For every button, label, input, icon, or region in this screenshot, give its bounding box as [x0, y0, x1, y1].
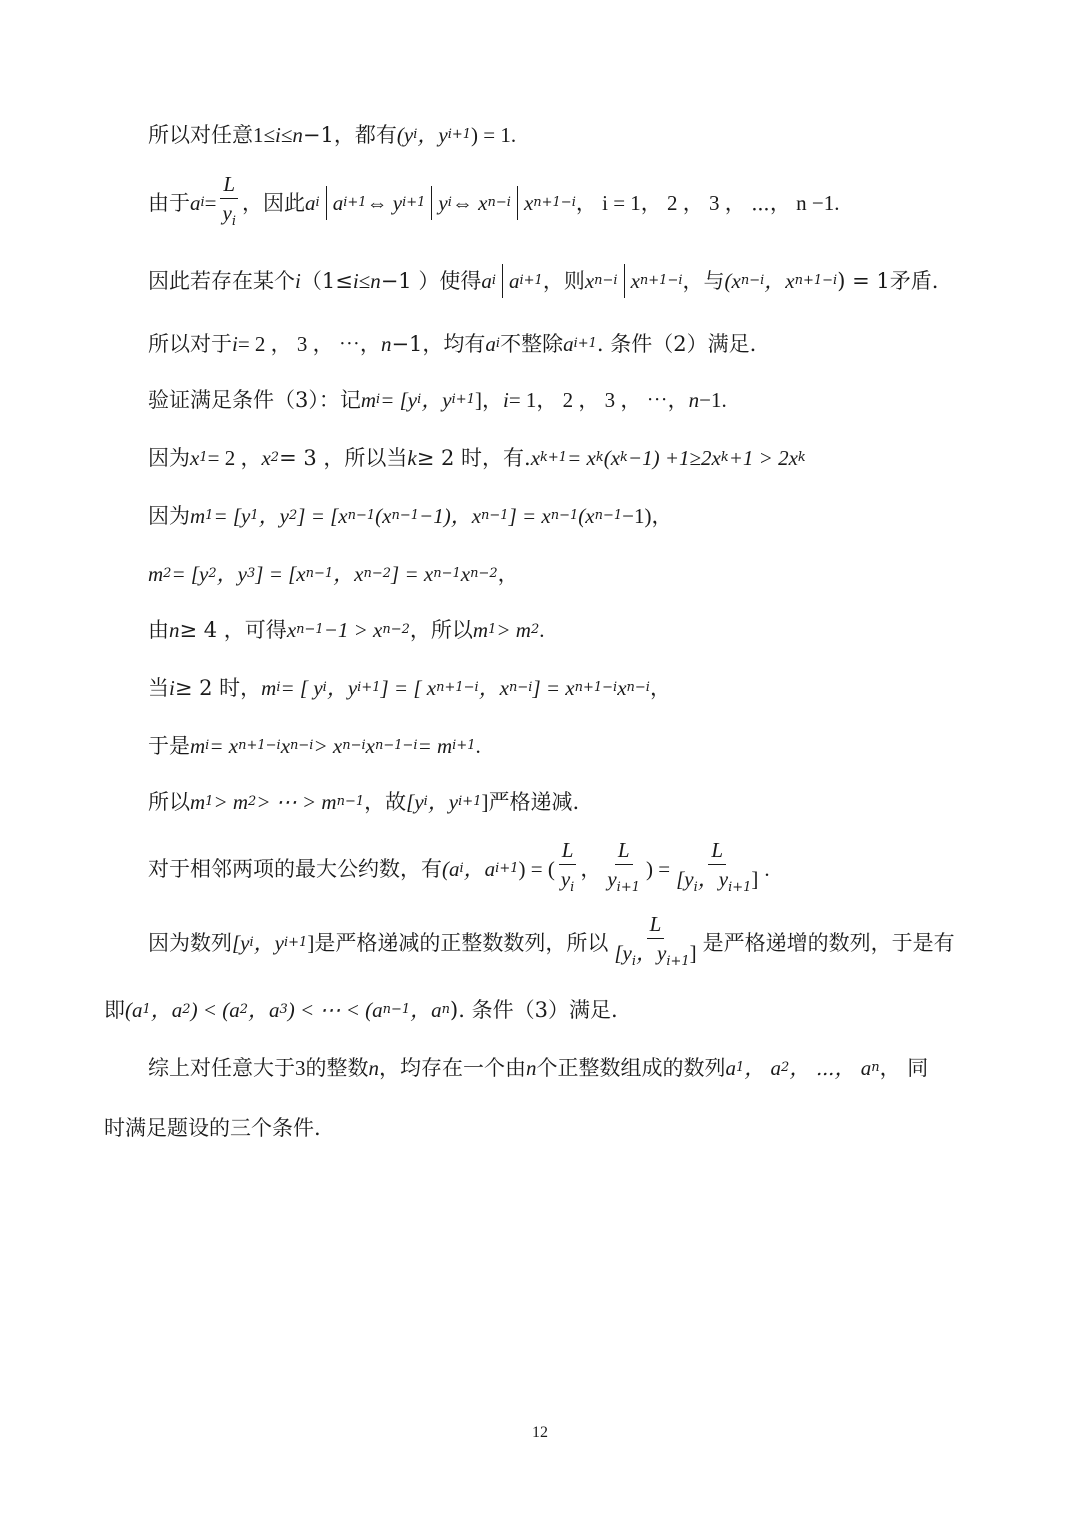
math: ，a: [463, 857, 496, 881]
proof-line-5: [148, 385, 727, 415]
subscript: n−1: [347, 508, 376, 523]
math: x: [460, 562, 471, 586]
math: [y: [406, 790, 424, 814]
subscript: 2: [239, 1002, 249, 1017]
math: ，: [649, 676, 671, 700]
math: ，y: [421, 388, 452, 412]
subscript: i+1: [402, 195, 426, 210]
math: m: [190, 790, 206, 814]
subscript: i+1: [452, 738, 476, 753]
proof-line-16: [148, 1053, 928, 1083]
math: (a: [442, 857, 460, 881]
text: 严格递减.: [488, 790, 580, 814]
math: (x: [375, 504, 392, 528]
divides-bar: [624, 264, 625, 298]
subscript: i+1: [573, 336, 597, 351]
text: 因为: [148, 504, 190, 528]
divides-bar: [502, 264, 503, 298]
subscript: i: [447, 195, 452, 210]
math: > m: [496, 618, 531, 642]
subscript: i+1: [357, 680, 381, 695]
subscript: i: [376, 392, 381, 407]
subscript: n−1: [481, 508, 509, 523]
subscript: i+1: [495, 861, 519, 876]
subscript: n−i: [626, 680, 650, 695]
subscript: 2: [182, 1002, 191, 1017]
math: −1.: [699, 388, 727, 412]
text: 即: [104, 998, 125, 1022]
subscript: 1: [199, 450, 208, 465]
math: n: [688, 388, 700, 412]
math: ] = [ x: [380, 676, 437, 700]
proof-line-10: [148, 673, 671, 703]
math: i: [352, 269, 359, 293]
subscript: n−1: [391, 508, 420, 523]
math: ，: [497, 562, 519, 586]
math: n: [169, 618, 180, 642]
math: i: [169, 676, 175, 700]
math: ⇔ y: [366, 191, 403, 215]
text: 不整除: [500, 332, 564, 356]
proof-line-17: [104, 1113, 321, 1143]
math: ] = x: [391, 562, 434, 586]
subscript: i: [491, 273, 496, 288]
subscript: 1: [736, 1060, 745, 1075]
text: ) = 1矛盾.: [837, 269, 939, 293]
math: ， a: [744, 1056, 782, 1080]
math: +1 > 2x: [728, 446, 798, 470]
text: 由: [148, 618, 169, 642]
text: 对于相邻两项的最大公约数，有: [148, 857, 442, 881]
subscript: i+1: [458, 794, 482, 809]
math: x: [286, 618, 297, 642]
proof-line-2: [148, 172, 840, 234]
math: x: [584, 269, 595, 293]
math: = [ y: [280, 676, 323, 700]
math: a: [305, 191, 316, 215]
text: ≥ 2 时，有.: [416, 446, 531, 470]
proof-line-15: [104, 995, 618, 1025]
math: = m: [417, 734, 453, 758]
numerator: L: [647, 910, 665, 939]
proof-line-3: [148, 264, 938, 298]
math: > m: [213, 790, 249, 814]
math: = 2 ， 3 ， ⋯，: [237, 332, 381, 356]
math: .: [539, 618, 545, 642]
math: n: [380, 332, 392, 356]
subscript: n−1−i: [374, 738, 418, 753]
math: a: [332, 191, 344, 215]
text: ，因此: [242, 191, 306, 215]
math: ] = x: [508, 504, 551, 528]
subscript: n−1: [296, 622, 324, 637]
subscript: i: [205, 738, 210, 753]
proof-line-9: [148, 615, 544, 645]
denominator: [$y_i$，$y_{i+1}$]: [676, 867, 759, 895]
subscript: 2: [270, 450, 280, 465]
text: 因此若存在某个: [148, 269, 295, 293]
page-number: 12: [532, 1424, 548, 1441]
subscript: 1: [488, 622, 497, 637]
math: −1)，: [622, 504, 673, 528]
subscript: n−i: [594, 273, 618, 288]
fraction: [604, 836, 643, 902]
math: x: [617, 676, 627, 700]
math: ，y: [216, 562, 247, 586]
numerator: L: [708, 836, 726, 865]
text: ≥ 4 ，可得: [179, 618, 287, 642]
math: ) = (: [518, 857, 555, 881]
subscript: i: [413, 127, 418, 142]
text: 综上对任意大于: [148, 1056, 295, 1080]
math: a: [485, 332, 496, 356]
subscript: n−1: [433, 566, 461, 581]
text: ，则: [542, 269, 585, 293]
fraction: [558, 836, 578, 902]
math: (a: [125, 998, 143, 1022]
math: ，a: [248, 998, 280, 1022]
subscript: n−1: [336, 794, 365, 809]
subscript: i+1: [447, 127, 472, 142]
subscript: k: [720, 450, 729, 465]
subscript: i+1: [284, 935, 308, 950]
math: ] = x: [532, 676, 575, 700]
math: (x: [724, 269, 741, 293]
math: x: [190, 446, 200, 470]
math: n: [526, 1056, 537, 1080]
text: ，所以: [409, 618, 473, 642]
proof-line-11: [148, 731, 481, 761]
subscript: n−1: [594, 508, 623, 523]
math: n: [368, 1056, 379, 1080]
math: ] = [x: [297, 504, 348, 528]
math: m: [148, 562, 164, 586]
math: a: [190, 191, 201, 215]
math: n: [292, 123, 303, 147]
subscript: k: [620, 450, 628, 465]
math: (x: [578, 504, 595, 528]
fraction: [220, 170, 240, 236]
math: i: [295, 269, 301, 293]
math: 3: [295, 1056, 306, 1080]
denominator: $y_i$: [560, 867, 575, 895]
text: ，均存在一个由: [379, 1056, 526, 1080]
text: −1，均有: [391, 332, 486, 356]
subscript: n: [441, 1002, 451, 1017]
text: 因为数列: [148, 931, 232, 955]
math: ] = [x: [255, 562, 306, 586]
math: 1≤: [253, 123, 276, 147]
subscript: n−i: [509, 680, 533, 695]
math: ，y: [417, 123, 448, 147]
subscript: 2: [208, 566, 217, 581]
proof-line-7: [148, 501, 673, 531]
math: .: [764, 857, 770, 881]
math: ) < ⋯ < (a: [287, 998, 383, 1022]
math: i: [232, 332, 238, 356]
math: ⇔ x: [451, 191, 488, 215]
subscript: 1: [205, 794, 214, 809]
text: ≥ 2 时，: [174, 676, 262, 700]
text: −1 ）使得: [380, 269, 482, 293]
subscript: n+1−i: [238, 738, 281, 753]
proof-line-8: [148, 559, 519, 589]
text: 所以: [148, 790, 190, 814]
subscript: i: [495, 336, 501, 351]
text: ， 同: [879, 1056, 929, 1080]
math: m: [261, 676, 277, 700]
subscript: i+1: [519, 273, 543, 288]
subscript: i: [249, 935, 254, 950]
math: x: [365, 734, 375, 758]
subscript: n−i: [290, 738, 314, 753]
math: ]: [481, 790, 489, 814]
math: a: [563, 332, 574, 356]
text: ). 条件（3）满足.: [450, 998, 618, 1022]
numerator: L: [615, 836, 633, 865]
subscript: n+1−i: [639, 273, 683, 288]
denominator: [$y_i$，$y_{i+1}$]: [614, 941, 697, 969]
subscript: 2: [288, 508, 298, 523]
subscript: 2: [248, 794, 257, 809]
math: = [y: [213, 504, 251, 528]
proof-line-6: [148, 443, 806, 473]
math: a: [481, 269, 492, 293]
text: 是严格递增的数列，于是有: [702, 931, 955, 955]
subscript: i: [417, 392, 422, 407]
math: ，x: [333, 562, 364, 586]
math: ，y: [253, 931, 284, 955]
math: ，x: [478, 676, 510, 700]
subscript: n−2: [382, 622, 410, 637]
subscript: i+1: [343, 195, 367, 210]
math: a: [725, 1056, 736, 1080]
math: [y: [232, 931, 250, 955]
subscript: n+1−i: [794, 273, 838, 288]
math: ，y: [258, 504, 289, 528]
math: m: [190, 734, 206, 758]
math: −1 > x: [323, 618, 383, 642]
math: a: [509, 269, 520, 293]
text: 所以对于: [148, 332, 232, 356]
subscript: 2: [530, 622, 540, 637]
math: ， ⋯， a: [789, 1056, 872, 1080]
fraction: [673, 836, 761, 902]
subscript: n−i: [487, 195, 511, 210]
math: ) = 1.: [471, 123, 517, 147]
subscript: 1: [250, 508, 259, 523]
math: k: [407, 446, 417, 470]
subscript: i+1: [451, 392, 475, 407]
subscript: i: [322, 680, 327, 695]
math: m: [472, 618, 489, 642]
text: 当: [148, 676, 169, 700]
subscript: n−1: [550, 508, 579, 523]
denominator: $y_i$: [222, 201, 237, 229]
text: . 条件（2）满足.: [596, 332, 757, 356]
text: 由于: [148, 191, 190, 215]
subscript: k+1: [540, 450, 568, 465]
subscript: i: [315, 195, 320, 210]
subscript: n−i: [740, 273, 765, 288]
math: x: [530, 446, 541, 470]
proof-line-4: [148, 329, 756, 359]
text: 个正整数组成的数列: [536, 1056, 726, 1080]
math: = 2 ，: [207, 446, 262, 470]
divides-bar: [517, 186, 518, 220]
math: = [y: [171, 562, 209, 586]
text: 的整数: [305, 1056, 369, 1080]
math: ，x: [764, 269, 795, 293]
proof-line-1: [148, 120, 516, 150]
subscript: n−2: [363, 566, 392, 581]
math: .: [475, 734, 481, 758]
math: −1) +1≥2x: [627, 446, 721, 470]
text: 时满足题设的三个条件.: [104, 1116, 321, 1140]
math: y: [438, 191, 448, 215]
math: ]: [307, 931, 315, 955]
math: > x: [313, 734, 343, 758]
subscript: n+1−i: [533, 195, 576, 210]
math: x: [523, 191, 534, 215]
math: (x: [603, 446, 621, 470]
subscript: k: [797, 450, 806, 465]
math: ，a: [150, 998, 183, 1022]
subscript: 2: [781, 1060, 790, 1075]
subscript: n+1−i: [436, 680, 479, 695]
subscript: i: [200, 195, 205, 210]
subscript: n−i: [342, 738, 366, 753]
divides-bar: [326, 186, 327, 220]
math: i: [275, 123, 281, 147]
text: ，故: [364, 790, 407, 814]
math: = x: [567, 446, 596, 470]
text: ，与: [682, 269, 725, 293]
text: （1≤: [300, 269, 353, 293]
subscript: 3: [246, 566, 256, 581]
math: x: [630, 269, 640, 293]
math: m: [360, 388, 377, 412]
fraction: [611, 910, 699, 976]
subscript: n: [871, 1060, 880, 1075]
math: ]，: [474, 388, 503, 412]
math: ， i = 1， 2 ， 3 ， ⋯， n −1.: [575, 191, 840, 215]
subscript: n−2: [470, 566, 498, 581]
math: x: [261, 446, 271, 470]
math: m: [190, 504, 206, 528]
numerator: L: [220, 170, 238, 199]
divides-bar: [431, 186, 432, 220]
math: =: [204, 191, 217, 215]
math: x: [280, 734, 291, 758]
math: −1)，x: [419, 504, 482, 528]
math: > ⋯ > m: [256, 790, 337, 814]
text: 是严格递减的正整数数列，所以: [314, 931, 609, 955]
text: 于是: [148, 734, 190, 758]
text: −1，都有: [302, 123, 397, 147]
subscript: n+1−i: [574, 680, 618, 695]
subscript: 3: [279, 1002, 288, 1017]
text: 因为: [148, 446, 190, 470]
math: ，y: [427, 790, 459, 814]
math: ，y: [326, 676, 358, 700]
text: = 3 ，所以当: [279, 446, 408, 470]
subscript: 1: [205, 508, 214, 523]
subscript: i: [276, 680, 281, 695]
subscript: 2: [163, 566, 172, 581]
proof-line-13: [148, 838, 770, 900]
math: ≤: [358, 269, 371, 293]
subscript: n−1: [382, 1002, 411, 1017]
proof-line-14: [148, 912, 955, 974]
subscript: 1: [142, 1002, 151, 1017]
denominator: $y_{i+1}$: [607, 867, 640, 895]
subscript: k: [595, 450, 604, 465]
subscript: i: [459, 861, 464, 876]
subscript: n−1: [305, 566, 334, 581]
math: = x: [209, 734, 239, 758]
text: 验证满足条件（3）：记: [148, 388, 361, 412]
math: ，: [580, 857, 602, 881]
math: ) < (a: [190, 998, 240, 1022]
math: ) =: [646, 857, 671, 881]
text: 所以对任意: [148, 123, 253, 147]
math: (y: [396, 123, 414, 147]
subscript: i: [423, 794, 428, 809]
math: ，a: [410, 998, 442, 1022]
proof-line-12: [148, 787, 579, 817]
math: = [y: [380, 388, 418, 412]
math: ≤: [280, 123, 293, 147]
math: n: [370, 269, 381, 293]
math: = 1， 2 ， 3 ， ⋯，: [508, 388, 689, 412]
numerator: L: [559, 836, 577, 865]
math: i: [502, 388, 509, 412]
